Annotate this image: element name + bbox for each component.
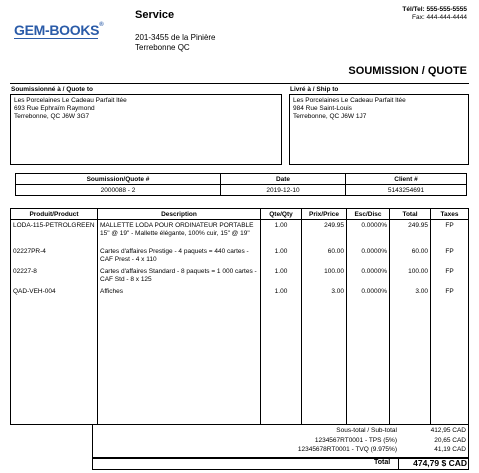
item-disc: 0.0000% [347,246,390,266]
company-fax: Fax: 444-444-4444 [412,14,467,21]
quote-number-header: Soumission/Quote # [16,174,221,185]
item-qty: 1.00 [261,286,302,425]
item-price: 60.00 [302,246,347,266]
item-description: Cartes d'affaires Prestige - 4 paquets = 440 cartes - CAF Prest - 4 x 110 [98,246,261,266]
item-disc: 0.0000% [347,220,390,246]
item-tax: FP [431,220,469,246]
col-product: Produit/Product [11,209,98,220]
col-disc: Esc/Disc [347,209,390,220]
item-total: 60.00 [390,246,431,266]
quote-to-box [10,94,282,165]
tvq-value: 41,19 CAD [434,446,466,453]
item-disc: 0.0000% [347,266,390,286]
table-row [11,220,469,246]
item-total: 249.95 [390,220,431,246]
table-row [11,286,469,425]
subtotal-value: 412,95 CAD [430,427,466,434]
client-number-header: Client # [346,174,467,185]
item-tax: FP [431,286,469,425]
grand-total-label: Total [374,459,391,466]
item-price: 249.95 [302,220,347,246]
col-total: Total [390,209,431,220]
item-product: QAD-VEH-004 [11,286,98,425]
item-qty: 1.00 [261,246,302,266]
section-divider [10,83,469,84]
item-tax: FP [431,266,469,286]
col-description: Description [98,209,261,220]
item-tax: FP [431,246,469,266]
client-number: 5143254691 [346,185,467,196]
col-taxes: Taxes [431,209,469,220]
item-description: Affiches [98,286,261,425]
grand-total-value: 474,79 $ CAD [413,458,467,468]
company-phone: Tél/Tel: 555-555-5555 [402,6,467,13]
totals-table [297,426,467,455]
company-address: 201-3455 de la Pinière Terrebonne QC [135,33,216,52]
ship-to-label: Livré à / Ship to [290,86,339,93]
quote-to-address: Les Porcelaines Le Cadeau Parfait ltée 693 Rue Ephraïm Raymond Terrebonne, QC J6W 3G7 [14,97,127,120]
item-disc: 0.0000% [347,286,390,425]
quote-number: 2000088 - 2 [16,185,221,196]
item-product: 02227PR-4 [11,246,98,266]
item-price: 3.00 [302,286,347,425]
item-product: LODA-115-PETROLGREEN [11,220,98,246]
ship-to-box [289,94,469,165]
table-row [11,246,469,266]
tps-label: 1234567RT0001 - TPS (5%) [314,436,397,444]
company-name: Service [135,9,175,21]
item-total: 100.00 [390,266,431,286]
tps-value: 20,65 CAD [434,436,466,444]
col-price: Prix/Price [302,209,347,220]
item-description: Cartes d'affaires Standard - 8 paquets = 1 000 cartes - CAF Std - 8 x 125 [98,266,261,286]
quote-info-table [15,173,467,196]
quote-to-label: Soumissionné à / Quote to [11,86,93,93]
company-logo: GEM-BOOKS® [14,22,104,38]
ship-to-address: Les Porcelaines Le Cadeau Parfait ltée 984 Rue Saint-Louis Terrebonne, QC J6W 1J7 [293,97,406,120]
total-divider [398,458,399,470]
logo-underline [14,38,98,39]
item-qty: 1.00 [261,266,302,286]
subtotal-label: Sous-total / Sub-total [336,427,397,434]
quote-date: 2019-12-10 [221,185,346,196]
tvq-label: 12345678RT0001 - TVQ (9.975%) [297,446,397,453]
item-price: 100.00 [302,266,347,286]
item-total: 3.00 [390,286,431,425]
items-table [10,208,469,425]
item-qty: 1.00 [261,220,302,246]
item-product: 02227-8 [11,266,98,286]
item-description: MALLETTE LODA POUR ORDINATEUR PORTABLE 15" @ 19" - Mallette élégante, 100% cuir, 15" @ 19" [98,220,261,246]
document-title: SOUMISSION / QUOTE [348,65,467,77]
table-row [11,266,469,286]
date-header: Date [221,174,346,185]
col-qty: Qte/Qty [261,209,302,220]
